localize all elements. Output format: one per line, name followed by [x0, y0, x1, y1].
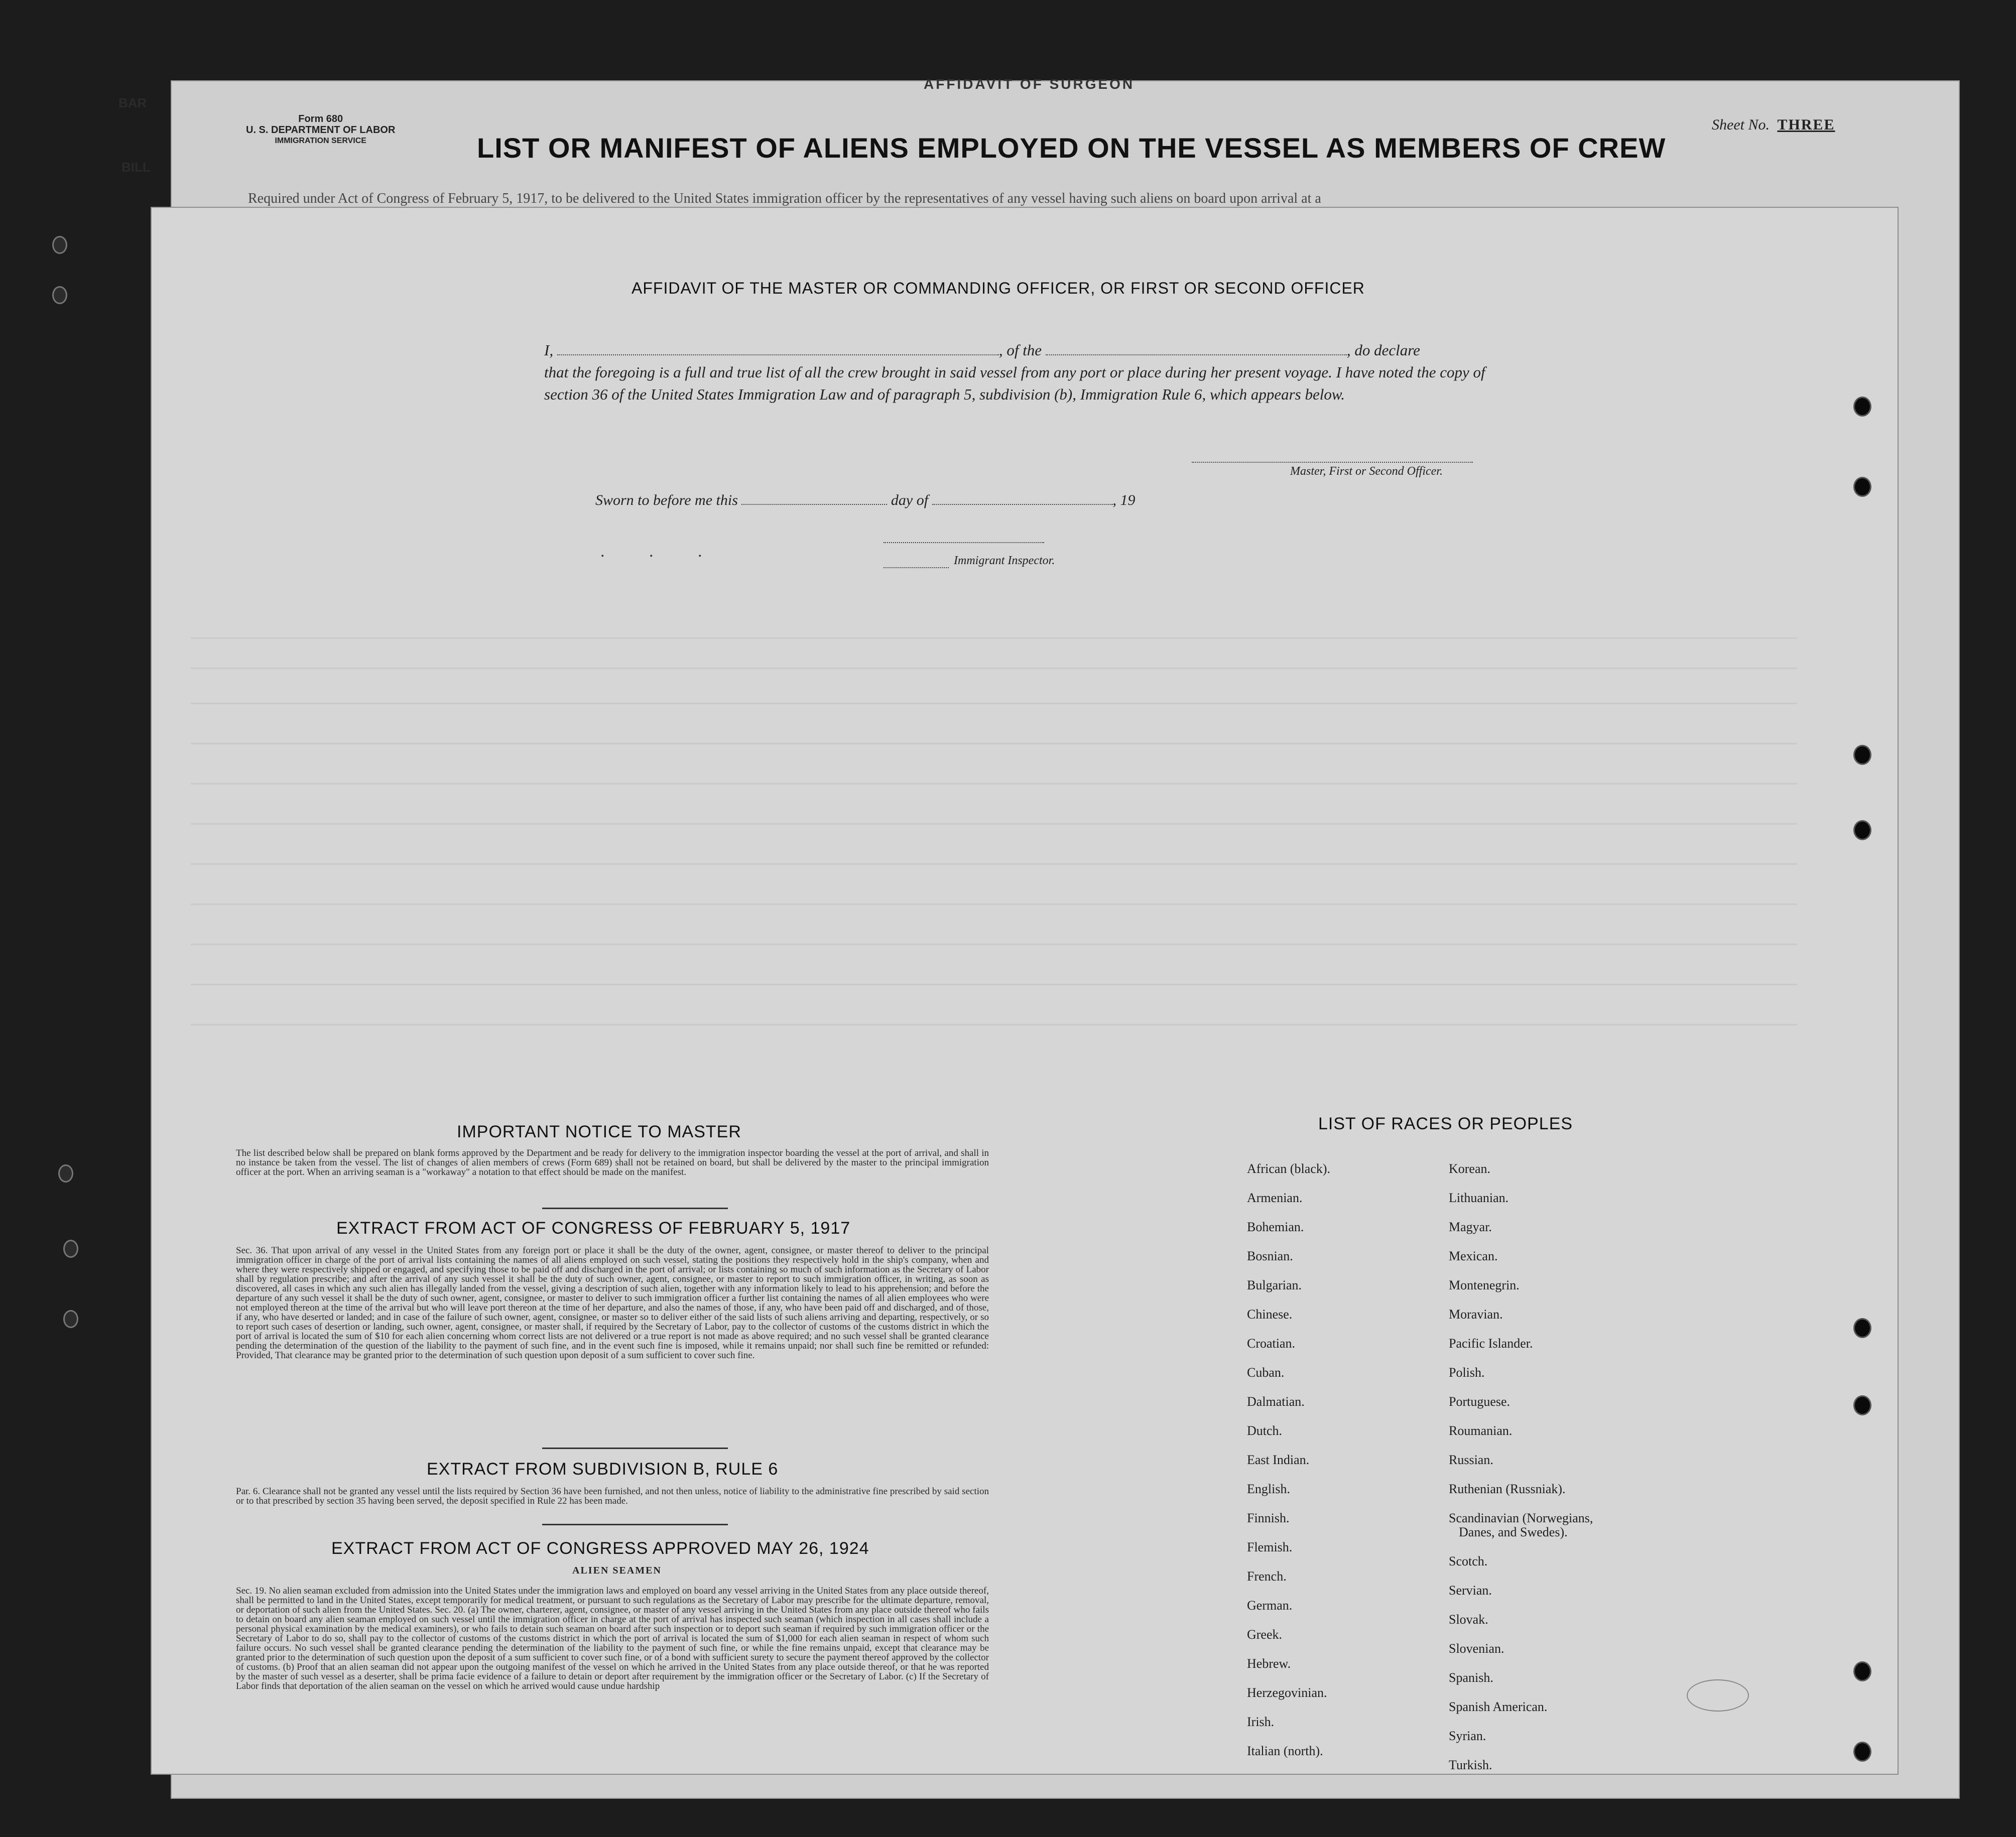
ghost-row — [191, 863, 1797, 865]
affidavit-do-declare: , do declare — [1346, 341, 1420, 359]
day-of-label: day of — [891, 492, 929, 508]
race-item: Dutch. — [1247, 1423, 1283, 1438]
section-divider — [542, 1208, 728, 1209]
ghost-row — [191, 823, 1797, 825]
race-item: Croatian. — [1247, 1336, 1296, 1351]
race-item: Spanish American. — [1449, 1699, 1548, 1714]
binder-hole-icon — [52, 286, 67, 304]
race-item: Finnish. — [1247, 1511, 1290, 1525]
year-label: , 19 — [1112, 492, 1136, 508]
race-item: Ruthenian (Russniak). — [1449, 1482, 1566, 1496]
extract-1917-title: EXTRACT FROM ACT OF CONGRESS OF FEBRUARY 5, 1917 — [336, 1219, 851, 1238]
race-item: Scotch. — [1449, 1554, 1488, 1568]
sheet-number — [1712, 116, 1835, 134]
manifest-title: LIST OR MANIFEST OF ALIENS EMPLOYED ON THE VESSEL AS MEMBERS OF CREW — [477, 132, 1666, 164]
punch-hole-icon — [1853, 820, 1871, 840]
dot-marks: . . . — [600, 542, 722, 561]
sworn-line — [595, 489, 1136, 509]
race-item: Bohemian. — [1247, 1220, 1304, 1234]
extract-rule6-text: Par. 6. Clearance shall not be granted any vessel until the lists required by Section 36 have been furnished, and not then unless, notice of liability to the administrative fine prescribed by said section or to that prescribed by section 35 having been served, the deposit specified in Rule 22 has been made. — [236, 1487, 989, 1506]
back-top-header: AFFIDAVIT OF SURGEON — [924, 76, 1135, 92]
race-item: Armenian. — [1247, 1191, 1303, 1205]
binder-hole-icon — [63, 1310, 78, 1328]
race-item: Flemish. — [1247, 1540, 1293, 1554]
form-header-block — [246, 113, 395, 147]
race-item: Servian. — [1449, 1583, 1492, 1598]
race-item: Pacific Islander. — [1449, 1336, 1533, 1351]
race-item: English. — [1247, 1482, 1290, 1496]
affidavit-i: I, — [544, 341, 554, 359]
ghost-row — [191, 637, 1797, 639]
ghost-row — [191, 984, 1797, 985]
race-item: East Indian. — [1247, 1453, 1310, 1467]
race-item: Spanish. — [1449, 1670, 1493, 1685]
notice-text: The list described below shall be prepared on blank forms approved by the Department and be ready for delivery to the immigration inspector boarding the vessel at the port of arrival, and shall in no instance be taken from the vessel. The list of changes of alien members of crews (Form 689) shall not be retained on board, but shall be delivered by the master to the principal immigration officer at the port. When an arriving seaman is a "workaway" a notation to that effect should be made on the manifest. — [236, 1148, 989, 1177]
race-item: French. — [1247, 1569, 1287, 1584]
race-item: Magyar. — [1449, 1220, 1492, 1234]
race-item: Syrian. — [1449, 1729, 1486, 1743]
inspector-signature-field[interactable] — [884, 542, 1044, 543]
race-item: Herzegovinian. — [1247, 1685, 1327, 1700]
race-item: German. — [1247, 1598, 1293, 1613]
punch-hole-icon — [1853, 1742, 1871, 1762]
affidavit-statement: that the foregoing is a full and true list of all the crew brought in said vessel from any port or place during her present voyage. I have noted the copy of section 36 of the United States Immigration Law and of paragraph 5, subdivision (b), Immigration Rule 6, which appears below. — [544, 363, 1485, 403]
ghost-row — [191, 944, 1797, 945]
race-item: Dalmatian. — [1247, 1394, 1305, 1409]
required-line: Required under Act of Congress of February 5, 1917, to be delivered to the United States immigration officer by the representatives of any vessel having such aliens on board upon arrival at a — [248, 191, 1321, 206]
sheet-number-label: Sheet No. — [1712, 116, 1770, 133]
vessel-field[interactable] — [1046, 339, 1347, 355]
stamp-mark-icon — [1687, 1679, 1749, 1712]
race-item: Moravian. — [1449, 1307, 1503, 1322]
affidavit-declare-line — [544, 339, 1518, 361]
race-item: Greek. — [1247, 1627, 1283, 1642]
race-item: Italian (north). — [1247, 1744, 1323, 1758]
race-item: Russian. — [1449, 1453, 1493, 1467]
binder-hole-icon — [63, 1240, 78, 1258]
left-margin-mark: BAR — [118, 95, 147, 110]
race-item: Turkish. — [1449, 1758, 1492, 1772]
punch-hole-icon — [1853, 1318, 1871, 1338]
section-divider — [542, 1524, 728, 1525]
binder-hole-icon — [58, 1164, 73, 1183]
affidavit-of-the: , of the — [998, 341, 1042, 359]
section-divider — [542, 1448, 728, 1449]
sworn-day-field[interactable] — [741, 489, 887, 505]
notice-title: IMPORTANT NOTICE TO MASTER — [457, 1122, 741, 1141]
race-item: Montenegrin. — [1449, 1278, 1520, 1292]
race-item: Korean. — [1449, 1161, 1491, 1176]
ghost-row — [191, 783, 1797, 784]
races-column-2 — [1449, 1154, 1593, 1780]
punch-hole-icon — [1853, 1395, 1871, 1415]
race-item: Slovenian. — [1449, 1641, 1504, 1656]
extract-1924-title: EXTRACT FROM ACT OF CONGRESS APPROVED MAY 26, 1924 — [331, 1539, 869, 1558]
inspector-signature-field[interactable] — [884, 567, 949, 568]
race-item: Hebrew. — [1247, 1656, 1291, 1671]
punch-hole-icon — [1853, 397, 1871, 417]
race-item: Bosnian. — [1247, 1249, 1293, 1263]
race-item: Mexican. — [1449, 1249, 1498, 1263]
name-field[interactable] — [557, 339, 999, 355]
sworn-month-field[interactable] — [932, 489, 1113, 505]
binder-hole-icon — [52, 236, 67, 254]
extract-1924-text: Sec. 19. No alien seaman excluded from admission into the United States under the immigration laws and employed on board any vessel arriving in the United States from any place outside thereof, shall be permitted to land in the United States, except temporarily for medical treatment, or pursuant to such regulations as the Secretary of Labor may prescribe for the ultimate departure, removal, or deportation of such alien from the United States. Sec. 20. (a) The owner, charterer, agent, consignee, or master of any vessel arriving in the United States from any place outside thereof who fails to detain on board any alien seaman employed on such vessel until the immigration officer in charge at the port of arrival has inspected such seaman (which inspection in all cases shall include a personal physical examination by the medical examiners), or who fails to detain such seaman on board after such inspection or to deport such seaman if required by such immigration officer or the Secretary of Labor to do so, shall pay to the collector of customs of the customs district in which the port of arrival is located the sum of $1,000 for each alien seaman in respect of whom such failure occurs. No such vessel shall be granted clearance pending the determination of the liability to the payment of such fine, or while the fine remains unpaid, except that clearance may be granted prior to the determination of such question upon the deposit of a sum sufficient to cover such fine, or of a bond with sufficient surety to secure the payment thereof approved by the collector of customs. (b) Proof that an alien seaman did not appear upon the outgoing manifest of the vessel on which he arrived in the United States from any place outside thereof, or that he was reported by the master of such vessel as a deserter, shall be prima facie evidence of a failure to detain or deport after requirement by the immigration officer or the Secretary of Labor. (c) If the Secretary of Labor finds that deportation of the alien seaman on the vessel on which he arrived would cause undue hardship — [236, 1586, 989, 1691]
race-item: Polish. — [1449, 1365, 1485, 1380]
form-number: Form 680 — [298, 113, 343, 124]
race-item: Chinese. — [1247, 1307, 1293, 1322]
ghost-row — [191, 903, 1797, 905]
punch-hole-icon — [1853, 1661, 1871, 1681]
ghost-row — [191, 703, 1797, 704]
service-label: IMMIGRATION SERVICE — [275, 137, 366, 145]
race-item: Cuban. — [1247, 1365, 1285, 1380]
sheet-number-value: THREE — [1777, 116, 1835, 133]
race-item: Irish. — [1247, 1715, 1275, 1729]
ghost-row — [191, 1024, 1797, 1025]
extract-1917-text: Sec. 36. That upon arrival of any vessel in the United States from any foreign port or place it shall be the duty of the owner, agent, consignee, or master thereof to deliver to the principal immigration officer in charge of the port of arrival lists containing the names of all aliens employed on such vessel, stating the positions they respectively hold in the ship's company, when and where they were respectively shipped or engaged, and specifying those to be paid off and discharged in the port of arrival; or lists containing so much of such information as the Secretary of Labor shall by regulation prescribe; and after the arrival of any such vessel it shall be the duty of such owner, agent, consignee, or master to report to such immigration officer, in writing, as soon as discovered, all cases in which any such alien has illegally landed from the vessel, giving a description of such alien, together with any information likely to lead to his apprehension; and before the departure of any such vessel it shall be the duty of such owner, agent, consignee, or master to deliver to such immigration officer a further list containing the names of all alien employees who were not employed thereon at the time of the arrival but who will leave port thereon at the time of her departure, and also the names of those, if any, who have been paid off and discharged, and of those, if any, who have deserted or landed; and in case of the failure of such owner, agent, consignee, or master so to deliver either of the said lists of such aliens arriving and departing, respectively, or so to report such cases of desertion or landing, such owner, agent, consignee, or master shall, if required by the Secretary of Labor, pay to the collector of customs of the customs district in which the port of arrival is located the sum of $10 for each alien concerning whom correct lists are not delivered or a true report is not made as above required; and no such vessel shall be granted clearance pending the determination of the question of the liability to the payment of such fine, and in the event such fine is imposed, while it remains unpaid; nor shall such fine be remitted or refunded: Provided, That clearance may be granted prior to the determination of such question upon deposit of a sum sufficient to cover such fine. — [236, 1246, 989, 1361]
race-item: Slovak. — [1449, 1612, 1488, 1627]
race-item: Scandinavian (Norwegians, — [1449, 1511, 1593, 1525]
master-signature-field[interactable] — [1192, 462, 1473, 463]
race-item: Lithuanian. — [1449, 1191, 1509, 1205]
races-title: LIST OF RACES OR PEOPLES — [1318, 1114, 1573, 1133]
affidavit-title: AFFIDAVIT OF THE MASTER OR COMMANDING OFFICER, OR FIRST OR SECOND OFFICER — [632, 279, 1365, 297]
department-label: U. S. DEPARTMENT OF LABOR — [246, 124, 396, 136]
inspector-label: Immigrant Inspector. — [954, 554, 1055, 567]
punch-hole-icon — [1853, 477, 1871, 497]
punch-hole-icon — [1853, 745, 1871, 765]
affidavit-body — [544, 339, 1518, 406]
race-item: African (black). — [1247, 1161, 1331, 1176]
race-item: Bulgarian. — [1247, 1278, 1302, 1292]
races-column-1 — [1247, 1154, 1330, 1766]
race-item: Roumanian. — [1449, 1423, 1513, 1438]
alien-seamen-subtitle: ALIEN SEAMEN — [572, 1565, 662, 1576]
race-item: Portuguese. — [1449, 1394, 1510, 1409]
ghost-row — [191, 743, 1797, 744]
sworn-label: Sworn to before me this — [595, 492, 738, 508]
left-margin-mark: BILL — [121, 160, 151, 175]
ghost-row — [191, 668, 1797, 669]
extract-rule6-title: EXTRACT FROM SUBDIVISION B, RULE 6 — [427, 1460, 779, 1479]
race-item: Danes, and Swedes). — [1459, 1525, 1568, 1539]
master-signature-label: Master, First or Second Officer. — [1290, 465, 1443, 478]
